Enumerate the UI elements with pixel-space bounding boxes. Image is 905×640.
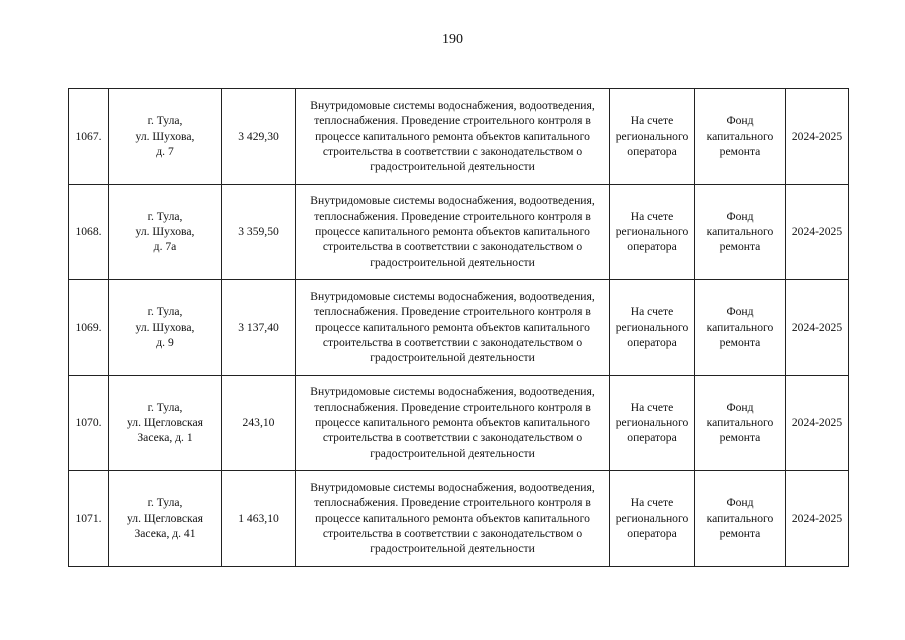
capital-repair-table bbox=[68, 88, 849, 567]
page-number: 190 bbox=[442, 32, 463, 47]
period-cell: 2024-2025 bbox=[786, 89, 849, 185]
period-cell: 2024-2025 bbox=[786, 471, 849, 567]
address-line: ул. Щегловская bbox=[127, 416, 203, 430]
address-cell bbox=[109, 280, 222, 376]
address-cell bbox=[109, 184, 222, 280]
row-number: 1069. bbox=[69, 280, 109, 376]
table-row bbox=[69, 375, 849, 471]
funding-source-cell bbox=[610, 280, 695, 376]
fund-cell bbox=[695, 280, 786, 376]
table-row bbox=[69, 184, 849, 280]
row-number: 1068. bbox=[69, 184, 109, 280]
period-cell: 2024-2025 bbox=[786, 280, 849, 376]
table-row bbox=[69, 471, 849, 567]
area-cell: 3 429,30 bbox=[222, 89, 296, 185]
address-cell bbox=[109, 471, 222, 567]
row-number: 1070. bbox=[69, 375, 109, 471]
address-line: Засека, д. 1 bbox=[137, 431, 193, 445]
area-cell: 243,10 bbox=[222, 375, 296, 471]
period-cell: 2024-2025 bbox=[786, 184, 849, 280]
table-row bbox=[69, 89, 849, 185]
address-line: Засека, д. 41 bbox=[134, 526, 196, 540]
fund-name: Фонд капитального ремонта bbox=[706, 305, 774, 349]
address-line: ул. Шухова, bbox=[135, 225, 195, 239]
row-number: 1071. bbox=[69, 471, 109, 567]
fund-cell bbox=[695, 184, 786, 280]
fund-cell bbox=[695, 471, 786, 567]
period-cell: 2024-2025 bbox=[786, 375, 849, 471]
row-number: 1067. bbox=[69, 89, 109, 185]
address-line: ул. Щегловская bbox=[127, 511, 203, 525]
funding-source-cell bbox=[610, 375, 695, 471]
work-description: Внутридомовые системы водоснабжения, водоотведения, теплоснабжения. Проведение строительного контроля в процессе капитального ремонта объектов капитального строительства в соответствии с законодательством о градостроительной деятельности bbox=[310, 385, 595, 460]
work-description: Внутридомовые системы водоснабжения, водоотведения, теплоснабжения. Проведение строительного контроля в процессе капитального ремонта объектов капитального строительства в соответствии с законодательством о градостроительной деятельности bbox=[310, 480, 595, 556]
funding-source-cell bbox=[610, 471, 695, 567]
area-cell: 3 359,50 bbox=[222, 184, 296, 280]
work-description: Внутридомовые системы водоснабжения, водоотведения, теплоснабжения. Проведение строительного контроля в процессе капитального ремонта объектов капитального строительства в соответствии с законодательством о градостроительной деятельности bbox=[310, 289, 595, 365]
address-line: д. 7а bbox=[153, 240, 177, 254]
funding-source-cell bbox=[610, 89, 695, 185]
fund-name: Фонд капитального ремонта bbox=[706, 209, 774, 254]
address-line: г. Тула, bbox=[147, 305, 183, 319]
address-line: д. 7 bbox=[156, 144, 174, 158]
work-description-cell bbox=[296, 471, 610, 567]
address-line: г. Тула, bbox=[147, 400, 183, 414]
work-description: Внутридомовые системы водоснабжения, водоотведения, теплоснабжения. Проведение строительного контроля в процессе капитального ремонта объектов капитального строительства в соответствии с законодательством о градостроительной деятельности bbox=[310, 194, 595, 269]
funding-source: На счете регионального оператора bbox=[615, 400, 689, 445]
funding-source: На счете регионального оператора bbox=[615, 114, 689, 158]
address-line: г. Тула, bbox=[147, 496, 183, 510]
funding-source: На счете регионального оператора bbox=[615, 305, 689, 349]
funding-source-cell bbox=[610, 184, 695, 280]
address-line: г. Тула, bbox=[147, 114, 183, 128]
address-line: г. Тула, bbox=[147, 209, 183, 223]
fund-cell bbox=[695, 89, 786, 185]
address-line: ул. Шухова, bbox=[135, 129, 195, 143]
work-description-cell bbox=[296, 375, 610, 471]
fund-cell bbox=[695, 375, 786, 471]
address-cell bbox=[109, 375, 222, 471]
address-line: д. 9 bbox=[156, 335, 174, 349]
address-line: ул. Шухова, bbox=[135, 320, 195, 334]
funding-source: На счете регионального оператора bbox=[615, 209, 689, 254]
fund-name: Фонд капитального ремонта bbox=[706, 400, 774, 445]
fund-name: Фонд капитального ремонта bbox=[706, 496, 774, 540]
area-cell: 1 463,10 bbox=[222, 471, 296, 567]
area-cell: 3 137,40 bbox=[222, 280, 296, 376]
work-description: Внутридомовые системы водоснабжения, водоотведения, теплоснабжения. Проведение строительного контроля в процессе капитального ремонта объектов капитального строительства в соответствии с законодательством о градостроительной деятельности bbox=[310, 98, 595, 174]
work-description-cell bbox=[296, 280, 610, 376]
work-description-cell bbox=[296, 89, 610, 185]
work-description-cell bbox=[296, 184, 610, 280]
address-cell bbox=[109, 89, 222, 185]
fund-name: Фонд капитального ремонта bbox=[706, 114, 774, 158]
funding-source: На счете регионального оператора bbox=[615, 496, 689, 540]
table-row bbox=[69, 280, 849, 376]
